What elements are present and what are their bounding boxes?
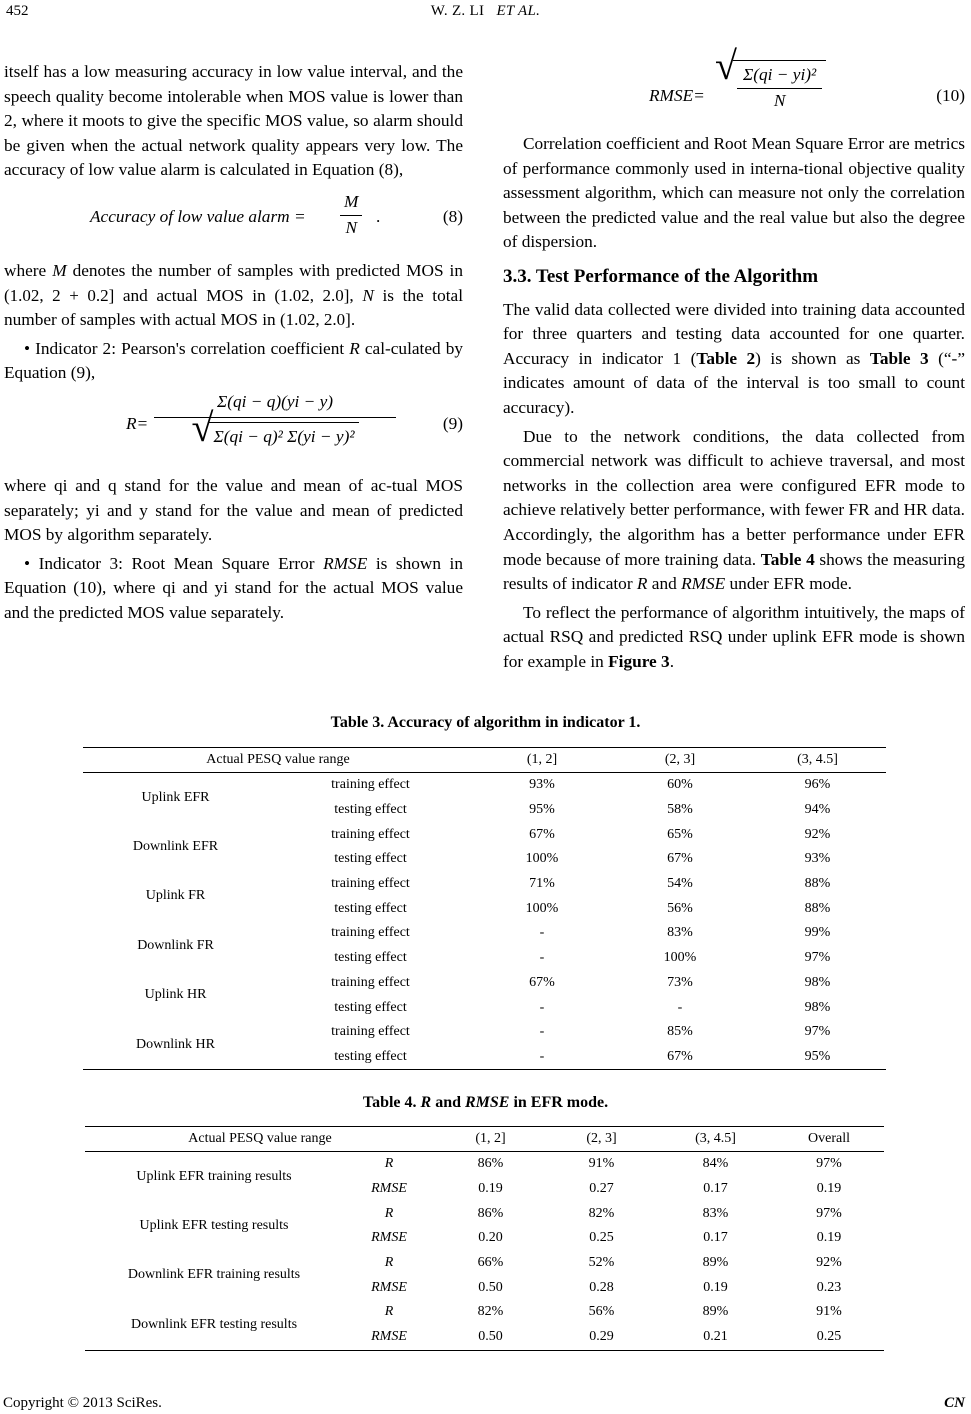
equation-10 (503, 56, 965, 132)
table-cell: 97% (804, 950, 831, 966)
table-cell: 67% (529, 826, 555, 842)
paragraph (4, 337, 463, 386)
table-cell: 86% (477, 1156, 504, 1172)
table-row (85, 1152, 884, 1177)
table-cell: 100% (525, 851, 559, 867)
paragraph: where qi and q stand for the value and mean of ac-tual MOS separately; yi and y stand for the value and mean of predicted MOS by algorithm separately. (4, 475, 463, 545)
variable: RMSE (464, 1094, 510, 1111)
variable: RMSE (323, 553, 368, 573)
figure-link[interactable]: Figure 3 (608, 651, 670, 671)
text: cal-culated by Equation (9), (4, 338, 464, 383)
variable: M (52, 260, 67, 280)
table-cell: 66% (477, 1255, 504, 1271)
column-header: (2, 3] (546, 1127, 657, 1152)
table-cell: 82% (477, 1304, 504, 1320)
row-label: training effect (331, 826, 410, 842)
table-cell: 95% (529, 802, 555, 818)
row-label: testing effect (334, 802, 407, 818)
row-group-label: Uplink HR (144, 987, 207, 1003)
table-cell: - (539, 1024, 545, 1040)
row-group-label: Downlink HR (136, 1036, 215, 1052)
column-header: Actual PESQ value range (85, 1127, 435, 1152)
table-cell: 97% (816, 1205, 842, 1221)
table-cell: 0.21 (703, 1329, 728, 1345)
variable: R (420, 1094, 432, 1111)
row-label: training effect (331, 777, 410, 793)
row-label: training effect (331, 876, 410, 892)
table-cell: 0.28 (589, 1279, 614, 1295)
table-row (85, 1251, 884, 1276)
row-group-label: Downlink EFR (132, 839, 219, 855)
table-cell: 83% (667, 925, 693, 941)
row-group-label: Uplink EFR (141, 789, 210, 805)
table-cell: - (677, 999, 683, 1015)
table-row (85, 1201, 884, 1226)
radicand: Σ(qi − q)² Σ(yi − y)² (209, 422, 358, 450)
text: and (431, 1094, 465, 1111)
table-cell: 91% (816, 1304, 842, 1320)
row-label: testing effect (334, 900, 407, 916)
table-4 (85, 1126, 884, 1351)
variable: RMSE (681, 574, 726, 594)
equation-number: (9) (442, 413, 463, 433)
row-group-label: Uplink EFR training results (136, 1168, 292, 1184)
row-label: RMSE (371, 1181, 407, 1197)
row-label: RMSE (371, 1230, 407, 1246)
paragraph (503, 425, 965, 597)
column-header: (1, 2] (473, 748, 611, 773)
row-group-label: Uplink FR (145, 888, 206, 904)
table-cell: 93% (804, 851, 831, 867)
equation-denominator: N (345, 217, 357, 237)
column-header: (2, 3] (611, 748, 749, 773)
equation-numerator: M (340, 190, 362, 216)
text: where (4, 260, 53, 280)
row-label: R (384, 1304, 394, 1320)
variable: R (636, 574, 648, 594)
text: • Indicator 2: Pearson's correlation coefficient (24, 338, 350, 358)
row-group-label: Downlink EFR training results (127, 1267, 301, 1283)
row-label: training effect (331, 1024, 410, 1040)
column-header: Overall (774, 1127, 884, 1152)
table-cell: 0.25 (589, 1230, 614, 1246)
table-cell: 82% (588, 1205, 615, 1221)
left-column (4, 60, 463, 626)
paragraph (503, 601, 965, 675)
table-cell: 99% (804, 925, 831, 941)
interval: (1.02, 2.0] (279, 310, 351, 330)
table-row (83, 971, 886, 996)
table-cell: 73% (667, 974, 693, 990)
table-cell: 97% (816, 1156, 842, 1172)
table-cell: 89% (702, 1304, 729, 1320)
paragraph (4, 259, 463, 333)
table-cell: - (539, 950, 545, 966)
table-cell: 86% (477, 1205, 504, 1221)
table-row (85, 1300, 884, 1325)
text: Due to the network conditions, the data collected from commercial network was difficult to achieve traversal, and most networks in the collection area were configured EFR mode to achieve relatively better performance, with fewer FR and HR data. Accordingly, the algorithm has a better performance under EFR mode because of more training data. (503, 426, 965, 569)
row-label: training effect (331, 974, 410, 990)
table-cell: 60% (667, 777, 693, 793)
table-row (83, 1020, 886, 1045)
paragraph: itself has a low measuring accuracy in low value interval, and the speech quality become intolerable when MOS value is lower than 2, where it moots to give the specific MOS value, so alarm should be given when the actual network quality appears very low. The accuracy of low value alarm is calculated in Equation (8), (4, 62, 463, 180)
text: and (647, 574, 682, 594)
table-cell: 0.17 (703, 1230, 728, 1246)
equation-numerator: √ Σ(qi − yi)² (737, 63, 822, 89)
table-cell: 98% (804, 974, 831, 990)
text: The valid data collected were divided into training data accounted for three quarters and testing data accounted for one quarter. Accuracy in indicator 1 ( (503, 299, 965, 368)
row-label: R (384, 1255, 394, 1271)
interval: (1.02, 2.0] (274, 285, 350, 305)
table-link[interactable]: Table 4 (760, 549, 815, 569)
text: denotes the number of samples with predicted MOS in (66, 260, 463, 280)
table-4-caption (0, 1094, 971, 1112)
text: To reflect the performance of algorithm intuitively, the maps of actual RSQ and predicted RSQ under uplink EFR mode is shown for example in (503, 602, 965, 671)
row-label: RMSE (371, 1279, 407, 1295)
table-cell: - (539, 925, 545, 941)
text: • Indicator 3: Root Mean Square Error (24, 553, 324, 573)
table-cell: 0.29 (589, 1329, 614, 1345)
text: ) is shown as (755, 348, 870, 368)
variable: N (362, 285, 374, 305)
table-cell: 0.19 (816, 1181, 842, 1197)
row-label: R (384, 1156, 394, 1172)
equation-fraction (340, 190, 362, 240)
table-cell: 52% (588, 1255, 615, 1271)
text: shows the measuring results of indicator (503, 549, 966, 594)
table-row (83, 822, 886, 847)
sqrt-symbol (715, 60, 826, 113)
table-cell: 67% (529, 974, 555, 990)
running-title-authors: W. Z. LI (430, 3, 485, 19)
row-label: testing effect (334, 999, 407, 1015)
row-label: testing effect (334, 950, 407, 966)
table-cell: 67% (667, 851, 693, 867)
section-title: 3.3. Test Performance of the Algorithm (503, 265, 819, 287)
equation-lhs: R= (126, 413, 149, 433)
table-row (83, 921, 886, 946)
table-cell: 0.17 (703, 1181, 728, 1197)
text: is shown in Equation (10), where qi and yi stand for the actual MOS value and the predicted MOS value separately. (4, 553, 464, 622)
table-cell: 95% (804, 1048, 831, 1064)
table-header-row (85, 1127, 884, 1152)
table-cell: 83% (702, 1205, 729, 1221)
table-cell: 0.50 (478, 1329, 503, 1345)
equation-number: (10) (936, 86, 965, 105)
equation-8 (4, 183, 463, 255)
table-cell: 91% (588, 1156, 615, 1172)
equation-number: (8) (442, 206, 463, 226)
table-cell: - (539, 999, 545, 1015)
row-label: R (384, 1205, 394, 1221)
equation-denominator (154, 422, 396, 450)
text: in EFR mode. (509, 1094, 609, 1111)
journal-abbrev: CN (944, 1395, 965, 1411)
table-cell: 0.19 (816, 1230, 842, 1246)
table-cell: 0.25 (816, 1329, 842, 1345)
column-header: (3, 4.5] (657, 1127, 774, 1152)
interval: (1.02, 2 + 0.2] (4, 285, 115, 305)
table-cell: 88% (804, 876, 831, 892)
table-cell: 93% (529, 777, 555, 793)
radicand (733, 60, 826, 113)
row-group-label: Downlink EFR testing results (130, 1316, 298, 1332)
page-number: 452 (6, 3, 29, 19)
table-cell: 67% (667, 1048, 693, 1064)
table-cell: 98% (804, 999, 831, 1015)
text: (“-” indicates amount of data of the interval is too small to count accuracy). (503, 348, 965, 417)
text: Table 4. (362, 1094, 421, 1111)
text: , (349, 285, 363, 305)
equation-tail: . (376, 206, 381, 226)
row-label: testing effect (334, 851, 407, 867)
text: under EFR mode. (725, 574, 852, 594)
variable: R (349, 338, 360, 358)
running-title-etal: ET AL. (496, 3, 541, 19)
paragraph (4, 552, 463, 626)
equation-numerator: Σ(qi − q)(yi − y) (154, 390, 396, 418)
table-cell: 0.23 (816, 1279, 842, 1295)
table-cell: 100% (663, 950, 697, 966)
running-title (0, 3, 971, 20)
equation-lhs: Accuracy of low value alarm = (90, 206, 306, 226)
table-cell: 54% (667, 876, 693, 892)
table-cell: 85% (667, 1024, 693, 1040)
text: is the total number of samples with actual MOS in (4, 285, 464, 330)
table-cell: 97% (804, 1024, 831, 1040)
text: . (669, 651, 675, 671)
table-cell: - (539, 1048, 545, 1064)
table-cell: 92% (816, 1255, 842, 1271)
table-cell: 88% (804, 900, 831, 916)
table-cell: 100% (525, 900, 559, 916)
table-cell: 0.27 (589, 1181, 614, 1197)
text: . (350, 310, 356, 330)
paragraph (503, 298, 965, 421)
table-cell: 96% (804, 777, 831, 793)
equation-9 (4, 386, 463, 470)
table-cell: 0.19 (703, 1279, 728, 1295)
table-cell: 84% (702, 1156, 729, 1172)
table-cell: 58% (667, 802, 693, 818)
right-column (503, 56, 965, 674)
table-3-caption: Table 3. Accuracy of algorithm in indicator 1. (330, 714, 641, 731)
table-3 (83, 747, 886, 1070)
table-cell: 89% (702, 1255, 729, 1271)
row-label: RMSE (371, 1329, 407, 1345)
table-cell: 0.20 (478, 1230, 503, 1246)
row-label: training effect (331, 925, 410, 941)
row-group-label: Uplink EFR testing results (139, 1218, 289, 1234)
equation-denominator: N (773, 90, 786, 110)
row-group-label: Downlink FR (137, 937, 214, 953)
table-link[interactable]: Table 3 (869, 348, 929, 368)
column-header: (3, 4.5] (749, 748, 886, 773)
table-cell: 92% (804, 826, 831, 842)
table-cell: 65% (667, 826, 693, 842)
table-header-row (83, 748, 886, 773)
table-cell: 0.19 (478, 1181, 503, 1197)
table-cell: 56% (588, 1304, 615, 1320)
sqrt-symbol (191, 422, 358, 450)
column-header: Actual PESQ value range (83, 748, 473, 773)
table-cell: 71% (529, 876, 555, 892)
table-cell: 56% (667, 900, 693, 916)
table-link[interactable]: Table 2 (696, 348, 756, 368)
equation-lhs: RMSE= (649, 86, 705, 105)
table-cell: 94% (804, 802, 831, 818)
table-cell: 0.50 (478, 1279, 503, 1295)
column-header: (1, 2] (435, 1127, 546, 1152)
paragraph: Correlation coefficient and Root Mean Square Error are metrics of performance commonly used in interna-tional objective quality assessment algorithm, which can measure not only the correlation between the predicted value and the real value but also the degree of dispersion. (503, 134, 965, 252)
table-row (83, 872, 886, 897)
copyright: Copyright © 2013 SciRes. (3, 1395, 162, 1411)
table-row (83, 773, 886, 798)
text: and actual MOS in (114, 285, 275, 305)
row-label: testing effect (334, 1048, 407, 1064)
